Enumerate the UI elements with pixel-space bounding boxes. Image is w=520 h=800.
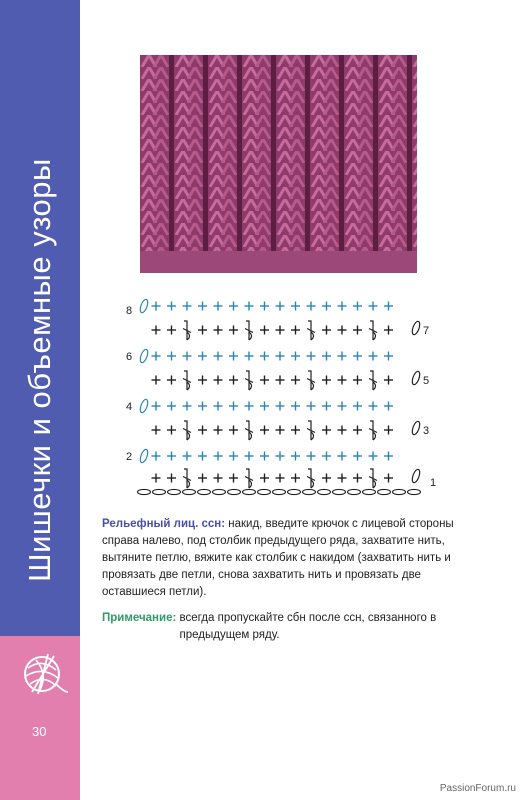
note-label: Примечание: [102, 612, 177, 624]
sc-symbol [198, 426, 207, 435]
section-title: Шишечки и объемные узоры [22, 158, 57, 582]
front-post-dc-symbol [183, 469, 191, 488]
sc-symbol [384, 352, 393, 361]
sc-symbol [167, 426, 176, 435]
chain-symbol [168, 489, 181, 494]
chain-symbol [378, 489, 391, 494]
sc-symbol [353, 352, 362, 361]
sidebar-accent-block [0, 636, 80, 800]
sc-symbol [260, 474, 269, 483]
stitch-description-text: накид, введите крючок с лицевой стороны справа налево, под столбик предыдущего ряда, захватите нить, вытяните петлю, вяжите как столбик с накидом (захватить нить и провязать две петли, снова захватить нить и провязать две оставшиеся петли). [102, 518, 454, 598]
sc-symbol [276, 452, 285, 461]
sc-symbol [307, 452, 316, 461]
chain-symbol [288, 489, 301, 494]
chain-symbol [348, 489, 361, 494]
crochet-chart [120, 290, 440, 500]
sc-symbol [384, 302, 393, 311]
sc-symbol [152, 474, 161, 483]
sc-symbol [214, 326, 223, 335]
sc-symbol [322, 326, 331, 335]
sc-symbol [369, 302, 378, 311]
sc-symbol [260, 302, 269, 311]
sc-symbol [307, 352, 316, 361]
sc-symbol [353, 376, 362, 385]
front-post-dc-symbol [245, 321, 253, 340]
sc-symbol [229, 302, 238, 311]
sc-symbol [291, 402, 300, 411]
chain-symbol [228, 489, 241, 494]
row-label-7: 7 [423, 325, 430, 337]
sc-symbol [369, 352, 378, 361]
front-post-dc-symbol [369, 469, 377, 488]
sc-symbol [291, 452, 300, 461]
sc-symbol [167, 326, 176, 335]
chain-symbol [333, 489, 346, 494]
sc-symbol [322, 402, 331, 411]
sc-symbol [229, 326, 238, 335]
sc-symbol [198, 376, 207, 385]
sc-symbol [260, 352, 269, 361]
sc-symbol [338, 352, 347, 361]
row-label-8: 8 [126, 305, 133, 317]
sc-symbol [276, 352, 285, 361]
front-post-dc-symbol [245, 469, 253, 488]
sc-symbol [229, 352, 238, 361]
sc-symbol [183, 402, 192, 411]
front-post-dc-symbol [183, 371, 191, 390]
sc-symbol [338, 452, 347, 461]
sc-symbol [152, 302, 161, 311]
front-post-dc-symbol [307, 469, 315, 488]
sc-symbol [198, 402, 207, 411]
sc-symbol [152, 426, 161, 435]
sc-symbol [322, 302, 331, 311]
turning-chain-symbol [411, 468, 421, 483]
sc-symbol [229, 452, 238, 461]
turning-chain-symbol [411, 370, 421, 385]
sc-symbol [229, 426, 238, 435]
row-label-5: 5 [423, 375, 430, 387]
sc-symbol [198, 302, 207, 311]
sc-symbol [214, 376, 223, 385]
chain-symbol [303, 489, 316, 494]
row-label-6: 6 [126, 351, 133, 363]
sc-symbol [307, 302, 316, 311]
chain-symbol [198, 489, 211, 494]
sc-symbol [384, 474, 393, 483]
turning-chain-symbol [139, 448, 149, 463]
sc-symbol [322, 474, 331, 483]
sc-symbol [353, 402, 362, 411]
sc-symbol [384, 402, 393, 411]
front-post-dc-symbol [245, 371, 253, 390]
sc-symbol [183, 452, 192, 461]
front-post-dc-symbol [307, 421, 315, 440]
stitch-description [102, 516, 464, 601]
sc-symbol [198, 452, 207, 461]
sc-symbol [353, 452, 362, 461]
sc-symbol [167, 452, 176, 461]
chain-symbol [183, 489, 196, 494]
front-post-dc-symbol [369, 321, 377, 340]
stitch-description-label: Рельефный лиц. ссн: [102, 518, 226, 530]
sc-symbol [152, 402, 161, 411]
sc-symbol [229, 376, 238, 385]
sc-symbol [245, 302, 254, 311]
sc-symbol [353, 426, 362, 435]
sc-symbol [245, 352, 254, 361]
front-post-dc-symbol [307, 321, 315, 340]
chain-symbol [393, 489, 406, 494]
sc-symbol [276, 302, 285, 311]
sc-symbol [183, 352, 192, 361]
sc-symbol [167, 352, 176, 361]
sc-symbol [276, 376, 285, 385]
sc-symbol [291, 326, 300, 335]
sc-symbol [338, 426, 347, 435]
note [102, 610, 464, 644]
sc-symbol [152, 352, 161, 361]
front-post-dc-symbol [369, 421, 377, 440]
sc-symbol [245, 402, 254, 411]
chain-symbol [213, 489, 226, 494]
yarn-ball-icon [18, 648, 70, 700]
note-text: всегда пропускайте сбн после ссн, связанного в предыдущем ряду. [179, 612, 437, 641]
row-label-1: 1 [430, 477, 437, 489]
turning-chain-symbol [139, 348, 149, 363]
sc-symbol [167, 376, 176, 385]
sc-symbol [384, 326, 393, 335]
sc-symbol [167, 402, 176, 411]
turning-chain-symbol [139, 398, 149, 413]
sc-symbol [214, 474, 223, 483]
sc-symbol [384, 452, 393, 461]
sc-symbol [260, 376, 269, 385]
sc-symbol [152, 452, 161, 461]
sc-symbol [369, 402, 378, 411]
front-post-dc-symbol [183, 421, 191, 440]
sc-symbol [291, 426, 300, 435]
sc-symbol [198, 326, 207, 335]
sc-symbol [353, 302, 362, 311]
turning-chain-symbol [139, 298, 149, 313]
sc-symbol [307, 402, 316, 411]
sc-symbol [183, 302, 192, 311]
chain-symbol [138, 489, 151, 494]
sc-symbol [276, 474, 285, 483]
sc-symbol [214, 426, 223, 435]
chain-symbol [273, 489, 286, 494]
sc-symbol [291, 474, 300, 483]
row-label-3: 3 [423, 425, 430, 437]
front-post-dc-symbol [245, 421, 253, 440]
chain-symbol [408, 489, 421, 494]
sc-symbol [152, 376, 161, 385]
knitted-sample-photo [140, 55, 417, 273]
sc-symbol [229, 402, 238, 411]
sc-symbol [245, 452, 254, 461]
sc-symbol [260, 426, 269, 435]
row-label-4: 4 [126, 401, 133, 413]
sc-symbol [214, 452, 223, 461]
sc-symbol [276, 426, 285, 435]
sc-symbol [291, 302, 300, 311]
sc-symbol [322, 376, 331, 385]
sc-symbol [338, 326, 347, 335]
sc-symbol [276, 402, 285, 411]
sc-symbol [260, 402, 269, 411]
sc-symbol [338, 474, 347, 483]
chain-symbol [153, 489, 166, 494]
chain-symbol [243, 489, 256, 494]
sc-symbol [167, 474, 176, 483]
sc-symbol [322, 352, 331, 361]
sc-symbol [353, 326, 362, 335]
sc-symbol [214, 402, 223, 411]
front-post-dc-symbol [307, 371, 315, 390]
sc-symbol [198, 474, 207, 483]
watermark: PassionForum.ru [439, 783, 516, 794]
sc-symbol [369, 452, 378, 461]
sc-symbol [198, 352, 207, 361]
front-post-dc-symbol [369, 371, 377, 390]
sc-symbol [276, 326, 285, 335]
chain-symbol [363, 489, 376, 494]
sc-symbol [291, 376, 300, 385]
sc-symbol [338, 302, 347, 311]
sc-symbol [214, 352, 223, 361]
chain-symbol [258, 489, 271, 494]
turning-chain-symbol [411, 420, 421, 435]
sc-symbol [260, 452, 269, 461]
sc-symbol [384, 426, 393, 435]
sc-symbol [167, 302, 176, 311]
sc-symbol [291, 352, 300, 361]
sc-symbol [338, 376, 347, 385]
sc-symbol [338, 402, 347, 411]
page-number: 30 [32, 724, 47, 739]
sc-symbol [229, 474, 238, 483]
sc-symbol [322, 452, 331, 461]
sc-symbol [260, 326, 269, 335]
front-post-dc-symbol [183, 321, 191, 340]
turning-chain-symbol [411, 320, 421, 335]
sc-symbol [322, 426, 331, 435]
chain-symbol [318, 489, 331, 494]
sc-symbol [384, 376, 393, 385]
sc-symbol [152, 326, 161, 335]
sc-symbol [214, 302, 223, 311]
row-label-2: 2 [126, 451, 133, 463]
sc-symbol [353, 474, 362, 483]
